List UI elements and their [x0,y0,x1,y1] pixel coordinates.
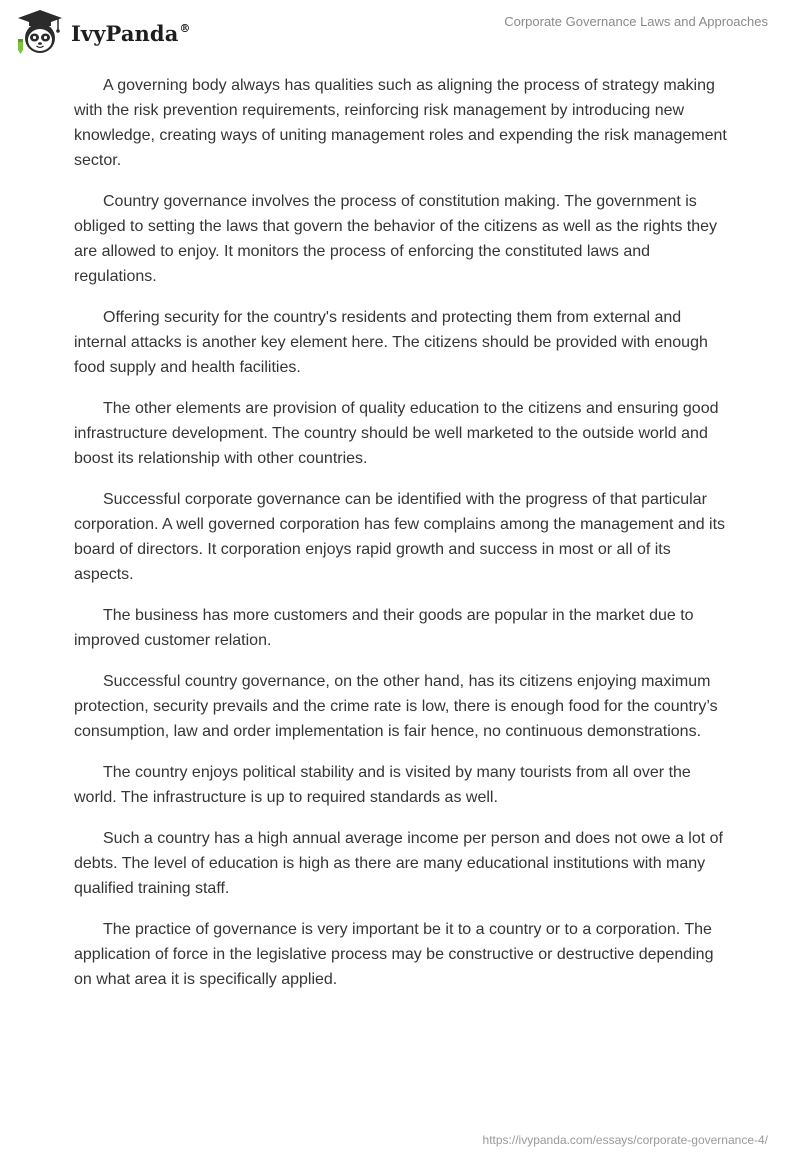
essay-body [74,73,734,1008]
paragraph: Such a country has a high annual average income per person and does not owe a lot of debts. The level of education is high as there are many educational institutions with many qualified training staff. [74,830,723,897]
paragraph: The practice of governance is very important be it to a country or to a corporation. The application of force in the legislative process may be constructive or destructive depending on what area it is specifically applied. [74,921,714,988]
paragraph: The other elements are provision of quality education to the citizens and ensuring good infrastructure development. The country should be well marketed to the outside world and boost its relationship with other countries. [74,400,719,467]
brand-name: IvyPanda® [71,20,191,46]
paragraph: Successful corporate governance can be identified with the progress of that particular corporation. A well governed corporation has few complains among the management and its board of directors. It corporation enjoys rapid growth and success in most or all of its aspects. [74,491,726,583]
paragraph: The business has more customers and their goods are popular in the market due to improved customer relation. [74,607,694,649]
source-url-link[interactable]: https://ivypanda.com/essays/corporate-governance-4/ [482,1133,768,1147]
paragraph: Country governance involves the process of constitution making. The government is obliged to setting the laws that govern the behavior of the citizens as well as the rights they are allowed to enjoy. It monitors the process of enforcing the constituted laws and regulations. [74,193,718,285]
document-title: Corporate Governance Laws and Approaches [504,14,768,29]
paragraph: The country enjoys political stability and is visited by many tourists from all over the world. The infrastructure is up to required standards as well. [74,764,691,806]
paragraph: A governing body always has qualities such as aligning the process of strategy making with the risk prevention requirements, reinforcing risk management by introducing new knowledge, creating ways of uniting management roles and expending the risk management sector. [74,77,727,169]
page-header [0,0,800,64]
panda-mascot-icon [14,8,66,56]
paragraph: Successful country governance, on the other hand, has its citizens enjoying maximum protection, security prevails and the crime rate is low, there is enough food for the country’s consumption, law and order implementation is fair hence, no continuous demonstrations. [74,673,718,740]
brand-logo[interactable] [14,8,191,56]
paragraph: Offering security for the country's residents and protecting them from external and internal attacks is another key element here. The citizens should be provided with enough food supply and health facilities. [74,309,708,376]
